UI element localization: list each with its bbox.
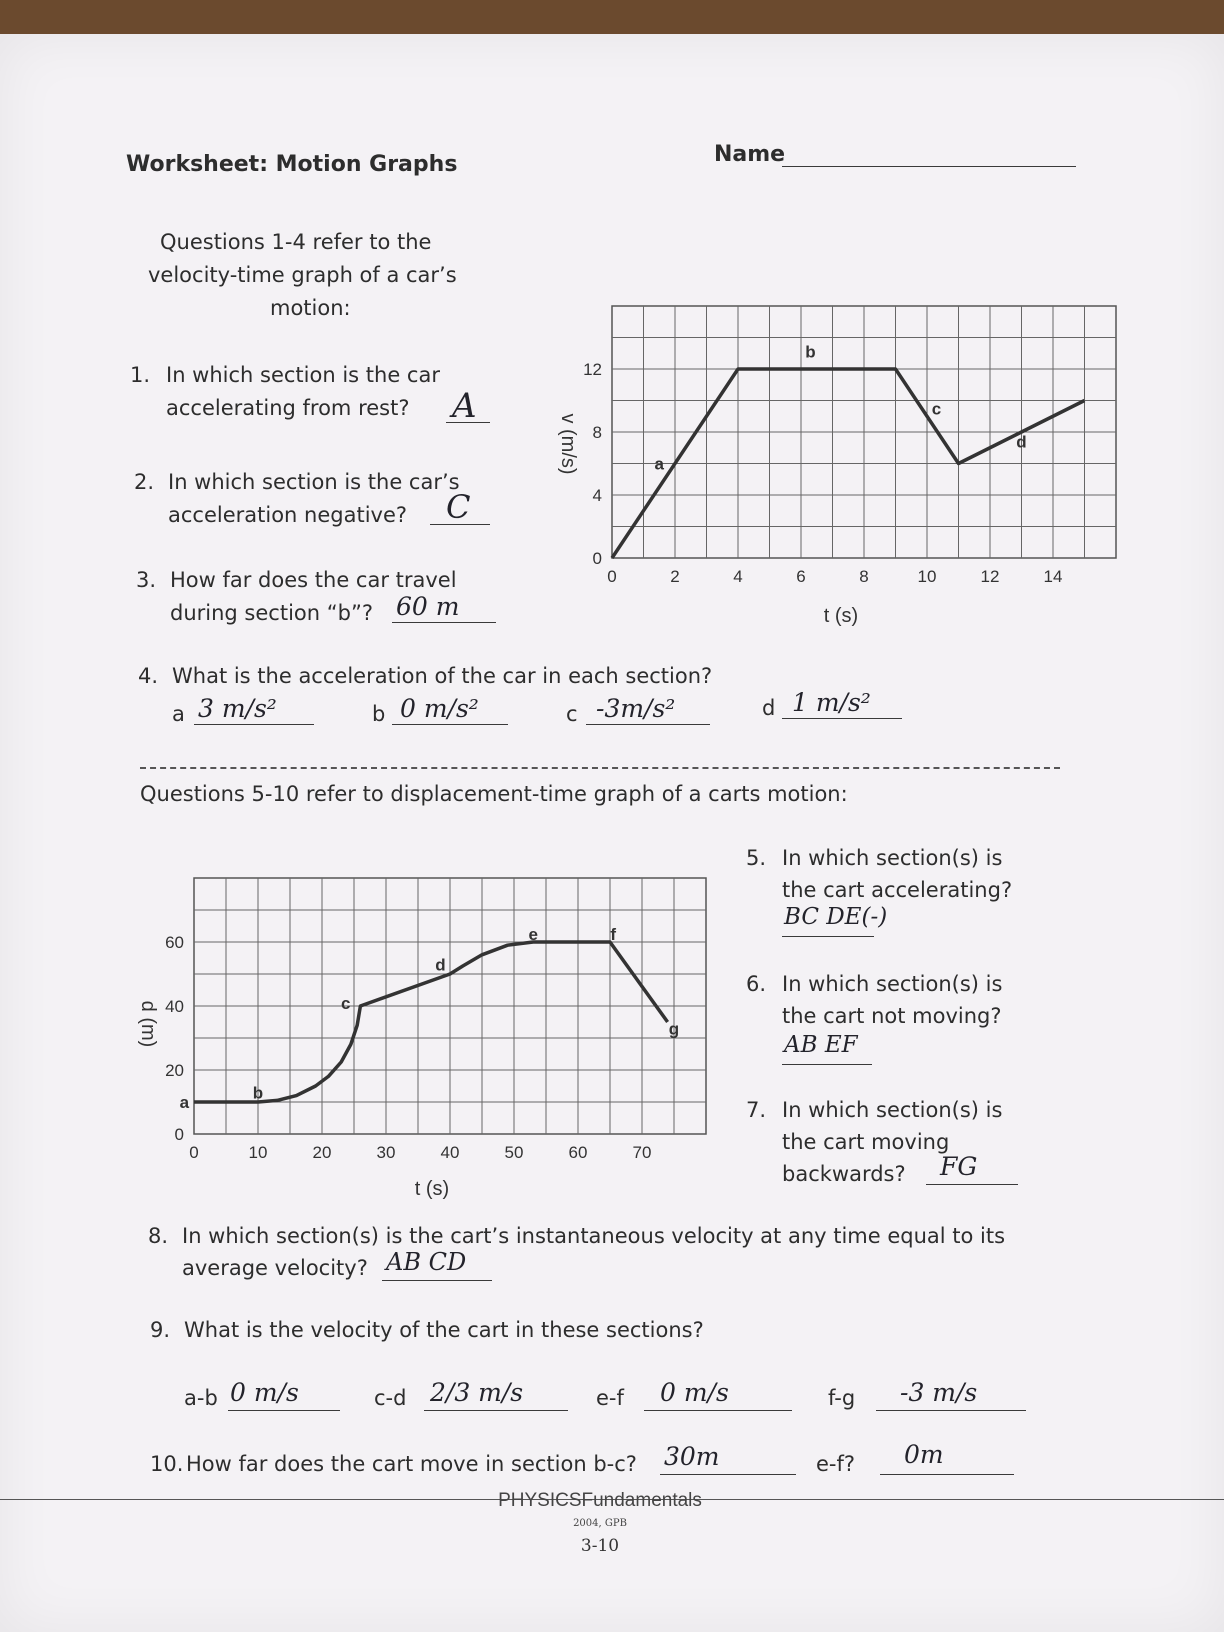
velocity-graph-y-tick-label: 8 [592,423,602,442]
q9ef-label: e-f [596,1386,624,1410]
name-blank[interactable] [782,166,1076,167]
velocity-graph-x-label: t (s) [823,605,859,627]
footer-copyright: 2004, GPB [573,1518,627,1529]
displacement-graph-y-tick-label: 0 [174,1125,184,1144]
q7-line2: the cart moving [782,1130,950,1154]
q10-ef-answer: 0m [904,1440,944,1469]
velocity-graph-y-label: v (m/s) [557,413,579,475]
displacement-graph-x-tick-label: 70 [632,1143,652,1162]
q5-number: 5. [746,846,767,870]
q8-blank[interactable] [382,1280,492,1281]
footer-publisher: PHYSICSFundamentals [498,1490,702,1511]
q9ef-answer: 0 m/s [660,1378,729,1407]
displacement-graph-segment-label-e: e [528,925,538,944]
q10-blank[interactable] [660,1474,796,1475]
part1-intro-line2: velocity-time graph of a car’s [148,263,457,287]
q10-ef-blank[interactable] [880,1474,1014,1475]
q3-line2: during section “b”? [170,601,373,625]
q5-line1: In which section(s) is [782,846,1003,870]
displacement-graph-x-tick-label: 10 [248,1143,268,1162]
q5-blank[interactable] [782,936,874,937]
q9-number: 9. [150,1318,171,1342]
velocity-graph-x-tick-label: 6 [796,567,806,586]
q7-number: 7. [746,1098,767,1122]
velocity-graph-x-tick-label: 14 [1043,567,1063,586]
q4b-answer: 0 m/s² [400,694,479,723]
footer-page-number: 3-10 [580,1536,620,1556]
q6-blank[interactable] [782,1064,872,1065]
q10-number: 10. [150,1452,184,1476]
velocity-graph-segment-label-d: d [1016,432,1027,452]
velocity-graph-x-tick-label: 2 [670,567,680,586]
q4b-label: b [372,702,386,726]
displacement-graph-y-label: d (m) [137,1000,159,1048]
q7-answer: FG [940,1152,978,1181]
velocity-graph-y-tick-label: 0 [592,549,602,568]
velocity-graph-x-tick-label: 4 [733,567,743,586]
q9fg-blank[interactable] [876,1410,1026,1411]
q4c-label: c [566,702,578,726]
q8-answer: AB CD [386,1248,467,1276]
velocity-graph-x-tick-label: 0 [607,567,617,586]
q4d-blank[interactable] [782,718,902,719]
q4-text: What is the acceleration of the car in each section? [172,664,713,688]
q9ab-blank[interactable] [228,1410,340,1411]
part1-intro-line3: motion: [270,296,351,320]
q4c-answer: -3m/s² [596,694,676,723]
displacement-graph-x-tick-label: 20 [312,1143,332,1162]
q3-answer: 60 m [396,592,460,621]
q10-ef-label: e-f? [816,1452,856,1476]
q9ab-answer: 0 m/s [230,1378,299,1407]
q10-text: How far does the cart move in section b-c? [186,1452,637,1476]
q4-number: 4. [138,664,159,688]
q9ef-blank[interactable] [644,1410,792,1411]
q9cd-label: c-d [374,1386,407,1410]
displacement-line [194,942,668,1102]
displacement-time-graph [120,854,720,1214]
name-label: Name [714,142,786,167]
q2-number: 2. [134,470,155,494]
q3-line1: How far does the car travel [170,568,457,592]
q6-answer: AB EF [784,1032,858,1058]
q7-line1: In which section(s) is [782,1098,1003,1122]
q9fg-label: f-g [828,1386,856,1410]
displacement-graph-x-label: t (s) [414,1178,450,1200]
q2-answer: C [446,488,471,526]
q4d-label: d [762,696,776,720]
q9cd-answer: 2/3 m/s [430,1378,524,1407]
q4a-label: a [172,702,185,726]
q4a-answer: 3 m/s² [198,694,277,723]
q9cd-blank[interactable] [424,1410,568,1411]
displacement-graph-segment-label-f: f [610,925,617,944]
displacement-graph-y-tick-label: 20 [165,1061,184,1080]
q5-line2: the cart accelerating? [782,878,1013,902]
q6-number: 6. [746,972,767,996]
displacement-graph-x-tick-label: 50 [504,1143,524,1162]
displacement-graph-x-tick-label: 60 [568,1143,588,1162]
section-divider [140,767,1060,769]
part1-intro-line1: Questions 1-4 refer to the [160,230,432,254]
displacement-graph-x-tick-label: 40 [440,1143,460,1162]
displacement-graph-segment-label-d: d [435,955,446,975]
q7-line3: backwards? [782,1162,906,1186]
q1-line2: accelerating from rest? [166,396,410,420]
velocity-graph-x-tick-label: 12 [980,567,1000,586]
q8-line1: In which section(s) is the cart’s instantaneous velocity at any time equal to its [182,1224,1006,1248]
velocity-time-graph [540,264,1130,644]
velocity-graph-y-tick-label: 4 [592,486,602,505]
displacement-graph-y-tick-label: 60 [165,933,184,952]
displacement-graph-x-tick-label: 0 [189,1143,199,1162]
q1-number: 1. [130,363,151,387]
q4c-blank[interactable] [586,724,710,725]
q4a-blank[interactable] [194,724,314,725]
velocity-graph-segment-label-c: c [931,399,942,419]
q4d-answer: 1 m/s² [792,688,871,717]
displacement-graph-x-tick-label: 30 [376,1143,396,1162]
velocity-graph-segment-label-a: a [654,454,664,474]
q6-line2: the cart not moving? [782,1004,1002,1028]
q3-number: 3. [136,568,157,592]
q10-answer: 30m [664,1442,720,1471]
q8-number: 8. [148,1224,169,1248]
q5-answer: BC DE(-) [784,904,888,930]
q1-answer: A [452,386,477,426]
q2-line2: acceleration negative? [168,503,408,527]
velocity-graph-x-tick-label: 10 [917,567,937,586]
velocity-graph-x-tick-label: 8 [859,567,869,586]
displacement-graph-y-tick-label: 40 [165,997,184,1016]
worksheet-title: Worksheet: Motion Graphs [126,152,458,177]
q1-line1: In which section is the car [166,363,440,387]
displacement-graph-segment-label-c: c [340,993,351,1013]
part2-intro: Questions 5-10 refer to displacement-time graph of a carts motion: [140,782,848,806]
q6-line1: In which section(s) is [782,972,1003,996]
q4b-blank[interactable] [392,724,508,725]
worksheet-page [0,34,1224,1632]
displacement-graph-segment-label-a: a [179,1093,190,1112]
q7-blank[interactable] [926,1184,1018,1185]
q9-text: What is the velocity of the cart in these sections? [184,1318,704,1342]
q9ab-label: a-b [184,1386,218,1410]
q8-line2: average velocity? [182,1256,368,1280]
displacement-graph-segment-label-g: g [668,1019,680,1039]
velocity-graph-y-tick-label: 12 [583,360,602,379]
q9fg-answer: -3 m/s [900,1378,978,1407]
q3-blank[interactable] [392,622,496,623]
q2-line1: In which section is the car’s [168,470,460,494]
velocity-graph-segment-label-b: b [805,342,816,362]
displacement-graph-segment-label-b: b [252,1083,264,1103]
